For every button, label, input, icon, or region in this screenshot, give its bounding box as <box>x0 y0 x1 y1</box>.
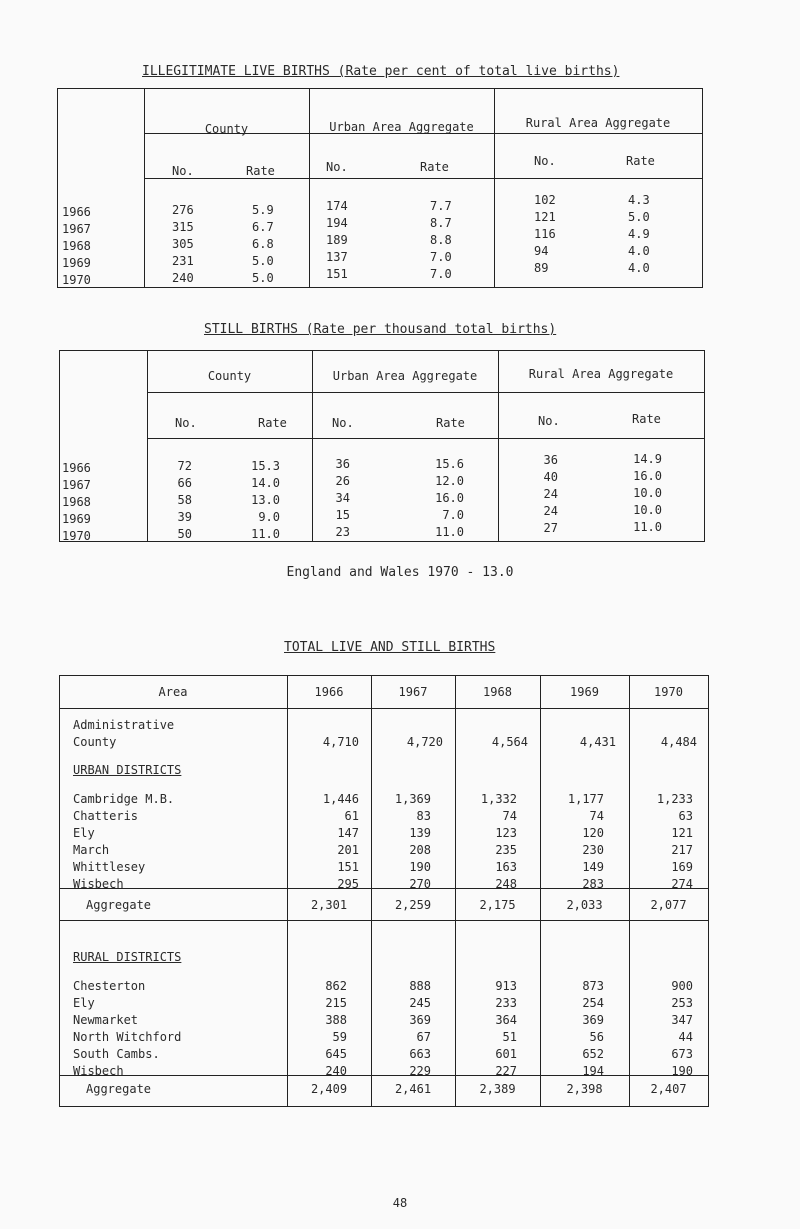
rural-aggregate-value: 2,398 <box>566 1082 603 1096</box>
illeg-rural-header: Rural Area Aggregate <box>525 116 671 130</box>
illeg-urban-header: Urban Area Aggregate <box>329 120 474 134</box>
year: 1966 <box>62 461 91 475</box>
illeg-county-no: 276 315 305 231 240 <box>172 203 194 285</box>
england-wales-note: England and Wales 1970 - 13.0 <box>286 565 514 580</box>
illeg-rural-rate-header: Rate <box>626 154 655 168</box>
year: 1968 <box>62 495 91 509</box>
total-title: TOTAL LIVE AND STILL BIRTHS <box>284 640 496 655</box>
illeg-urban-no-header: No. <box>326 160 348 174</box>
still-county-rate: 15.3 14.0 13.0 9.0 11.0 <box>251 459 280 541</box>
rural-col-1969: 873 254 369 56 652 194 <box>582 979 604 1078</box>
col-header-area: Area <box>158 685 188 699</box>
urban-aggregate-label: Aggregate <box>86 898 152 912</box>
col-header-1969: 1969 <box>570 685 599 699</box>
year: 1967 <box>62 478 91 492</box>
table-row-label: Chesterton <box>73 979 146 993</box>
urban-col-1966: 1,446 61 147 201 151 295 <box>322 792 359 891</box>
illeg-county-header: County <box>204 122 249 136</box>
urban-aggregate-value: 2,301 <box>310 898 348 912</box>
page-number: 48 <box>392 1196 408 1210</box>
still-years <box>62 460 91 545</box>
table-row-label: Ely <box>73 996 95 1010</box>
urban-col-1967: 1,369 83 139 208 190 270 <box>394 792 431 891</box>
admin-value: 4,484 <box>660 735 697 749</box>
rural-col-1966: 862 215 388 59 645 240 <box>325 979 347 1078</box>
urban-aggregate-value: 2,175 <box>479 898 516 912</box>
rural-district-names <box>73 978 181 1080</box>
urban-aggregate-value: 2,033 <box>566 898 603 912</box>
year: 1970 <box>62 273 91 287</box>
rural-col-1968: 913 233 364 51 601 227 <box>495 979 517 1078</box>
rural-aggregate-value: 2,409 <box>310 1082 348 1096</box>
still-county-header: County <box>207 369 252 383</box>
table-row-label: Chatteris <box>73 809 139 823</box>
year: 1969 <box>62 512 91 526</box>
still-urban-header: Urban Area Aggregate <box>332 369 478 383</box>
table-row-label: Newmarket <box>73 1013 139 1027</box>
urban-col-1968: 1,332 74 123 235 163 248 <box>480 792 517 891</box>
still-rural-no: 36 40 24 24 27 <box>543 453 558 535</box>
admin-value: 4,710 <box>322 735 359 749</box>
urban-districts-heading: URBAN DISTRICTS <box>73 763 182 777</box>
col-header-1970: 1970 <box>654 685 683 699</box>
table-row-label: Whittlesey <box>73 860 146 874</box>
table-row-label: South Cambs. <box>73 1047 160 1061</box>
illeg-rural-no-header: No. <box>534 154 556 168</box>
illeg-rural-no: 102 121 116 94 89 <box>534 193 556 275</box>
illeg-rural-rate: 4.3 5.0 4.9 4.0 4.0 <box>628 193 650 275</box>
still-urban-rate-header: Rate <box>436 416 465 430</box>
illeg-urban-no: 174 194 189 137 151 <box>326 199 348 281</box>
urban-district-names <box>73 791 174 893</box>
rural-aggregate-value: 2,461 <box>394 1082 432 1096</box>
rural-col-1967: 888 245 369 67 663 229 <box>409 979 431 1078</box>
illeg-years <box>62 204 91 289</box>
illeg-county-rate: 5.9 6.7 6.8 5.0 5.0 <box>252 203 274 285</box>
table-row-label: March <box>73 843 110 857</box>
admin-value: 4,564 <box>491 735 528 749</box>
still-county-no: 72 66 58 39 50 <box>177 459 192 541</box>
still-rural-rate: 14.9 16.0 10.0 10.0 11.0 <box>633 452 662 534</box>
year: 1968 <box>62 239 91 253</box>
still-urban-rate: 15.6 12.0 16.0 7.0 11.0 <box>435 457 464 539</box>
table-row-label: Cambridge M.B. <box>73 792 175 806</box>
year: 1969 <box>62 256 91 270</box>
table-row-label: Wisbech <box>73 1064 124 1078</box>
year: 1970 <box>62 529 91 543</box>
still-urban-no: 36 26 34 15 23 <box>335 457 350 539</box>
rural-aggregate-value: 2,389 <box>479 1082 516 1096</box>
illeg-county-rate-header: Rate <box>246 164 275 178</box>
year: 1967 <box>62 222 91 236</box>
rural-aggregate-label: Aggregate <box>86 1082 152 1096</box>
still-rural-rate-header: Rate <box>632 412 661 426</box>
admin-label-1: Administrative <box>73 718 175 732</box>
illegitimate-title: ILLEGITIMATE LIVE BIRTHS (Rate per cent of total live births) <box>142 64 620 79</box>
urban-aggregate-value: 2,259 <box>394 898 432 912</box>
still-county-rate-header: Rate <box>258 416 287 430</box>
still-county-no-header: No. <box>175 416 197 430</box>
year: 1966 <box>62 205 91 219</box>
illeg-urban-rate-header: Rate <box>420 160 449 174</box>
rural-aggregate-value: 2,407 <box>650 1082 687 1096</box>
admin-label-2: County <box>73 735 117 749</box>
rural-col-1970: 900 253 347 44 673 190 <box>671 979 693 1078</box>
urban-aggregate-value: 2,077 <box>650 898 687 912</box>
table-row-label: Ely <box>73 826 95 840</box>
illeg-urban-rate: 7.7 8.7 8.8 7.0 7.0 <box>430 199 452 281</box>
admin-value: 4,431 <box>579 735 616 749</box>
table-row-label: Wisbech <box>73 877 124 891</box>
still-urban-no-header: No. <box>332 416 354 430</box>
urban-col-1969: 1,177 74 120 230 149 283 <box>567 792 604 891</box>
still-title: STILL BIRTHS (Rate per thousand total births) <box>204 322 557 337</box>
rural-districts-heading: RURAL DISTRICTS <box>73 950 182 964</box>
col-header-1968: 1968 <box>483 685 512 699</box>
table-row-label: North Witchford <box>73 1030 182 1044</box>
still-rural-header: Rural Area Aggregate <box>528 367 674 381</box>
col-header-1966: 1966 <box>314 685 344 699</box>
illeg-county-no-header: No. <box>172 164 194 178</box>
urban-col-1970: 1,233 63 121 217 169 274 <box>656 792 693 891</box>
col-header-1967: 1967 <box>398 685 428 699</box>
admin-value: 4,720 <box>406 735 443 749</box>
still-rural-no-header: No. <box>538 414 560 428</box>
